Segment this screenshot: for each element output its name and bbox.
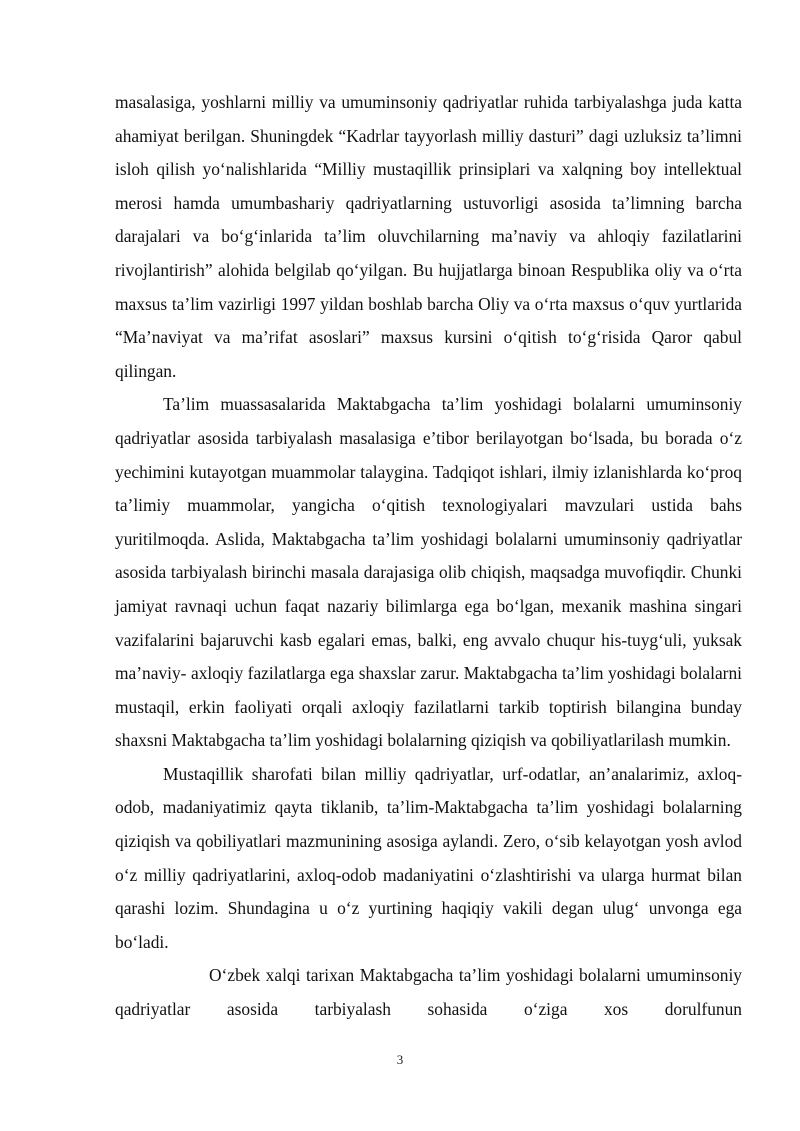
body-text xyxy=(115,86,742,1027)
paragraph-1: masalasiga, yoshlarni milliy va umuminsoniy qadriyatlar ruhida tarbiyalashga juda katta ahamiyat berilgan. Shuningdek “Kadrlar tayyorlash milliy dasturi” dagi uzluksiz ta’limni isloh qilish yo‘nalishlarida “Milliy mustaqillik prinsiplari va xalqning boy intellektual merosi hamda umumbashariy qadriyatlarning ustuvorligi asosida ta’limning barcha darajalari va bo‘g‘inlarida ta’lim oluvchilarning ma’naviy va ahloqiy fazilatlarini rivojlantirish” alohida belgilab qo‘yilgan. Bu hujjatlarga binoan Respublika oliy va o‘rta maxsus ta’lim vazirligi 1997 yildan boshlab barcha Oliy va o‘rta maxsus o‘quv yurtlarida “Ma’naviyat va ma’rifat asoslari” maxsus kursini o‘qitish to‘g‘risida Qaror qabul qilingan. xyxy=(115,92,742,381)
paragraph-4: O‘zbek xalqi tarixan Maktabgacha ta’lim yoshidagi bolalarni umuminsoniy qadriyatlar asosida tarbiyalash sohasida o‘ziga xos dorulfunun xyxy=(115,965,742,1020)
paragraph-3: Mustaqillik sharofati bilan milliy qadriyatlar, urf-odatlar, an’analarimiz, axloq-odob, madaniyatimiz qayta tiklanib, ta’lim-Maktabgacha ta’lim yoshidagi bolalarning qiziqish va qobiliyatlari mazmunining asosiga aylandi. Zero, o‘sib kelayotgan yosh avlod o‘z milliy qadriyatlarini, axloq-odob madaniyatini o‘zlashtirishi va ularga hurmat bilan qarashi lozim. Shundagina u o‘z yurtining haqiqiy vakili degan ulug‘ unvonga ega bo‘ladi. xyxy=(115,763,742,952)
paragraph-2: Ta’lim muassasalarida Maktabgacha ta’lim yoshidagi bolalarni umuminsoniy qadriyatlar asosida tarbiyalash masalasiga e’tibor berilayotgan bo‘lsada, bu borada o‘z yechimini kutayotgan muammolar talaygina. Tadqiqot ishlari, ilmiy izlanishlarda ko‘proq ta’limiy muammolar, yangicha o‘qitish texnologiyalari mavzulari ustida bahs yuritilmoqda. Aslida, Maktabgacha ta’lim yoshidagi bolalarni umuminsoniy qadriyatlar asosida tarbiyalash birinchi masala darajasiga olib chiqish, maqsadga muvofiqdir. Chunki jamiyat ravnaqi uchun faqat nazariy bilimlarga ega bo‘lgan, mexanik mashina singari vazifalarini bajaruvchi kasb egalari emas, balki, eng avvalo chuqur his-tuyg‘uli, yuksak ma’naviy- axloqiy fazilatlarga ega shaxslar zarur. Maktabgacha ta’lim yoshidagi bolalarni mustaqil, erkin faoliyati orqali axloqiy fazilatlarni tarkib toptirish bilangina bunday shaxsni Maktabgacha ta’lim yoshidagi bolalarning qiziqish va qobiliyatlarilash mumkin. xyxy=(115,394,742,751)
page-number: 3 xyxy=(396,1052,404,1067)
